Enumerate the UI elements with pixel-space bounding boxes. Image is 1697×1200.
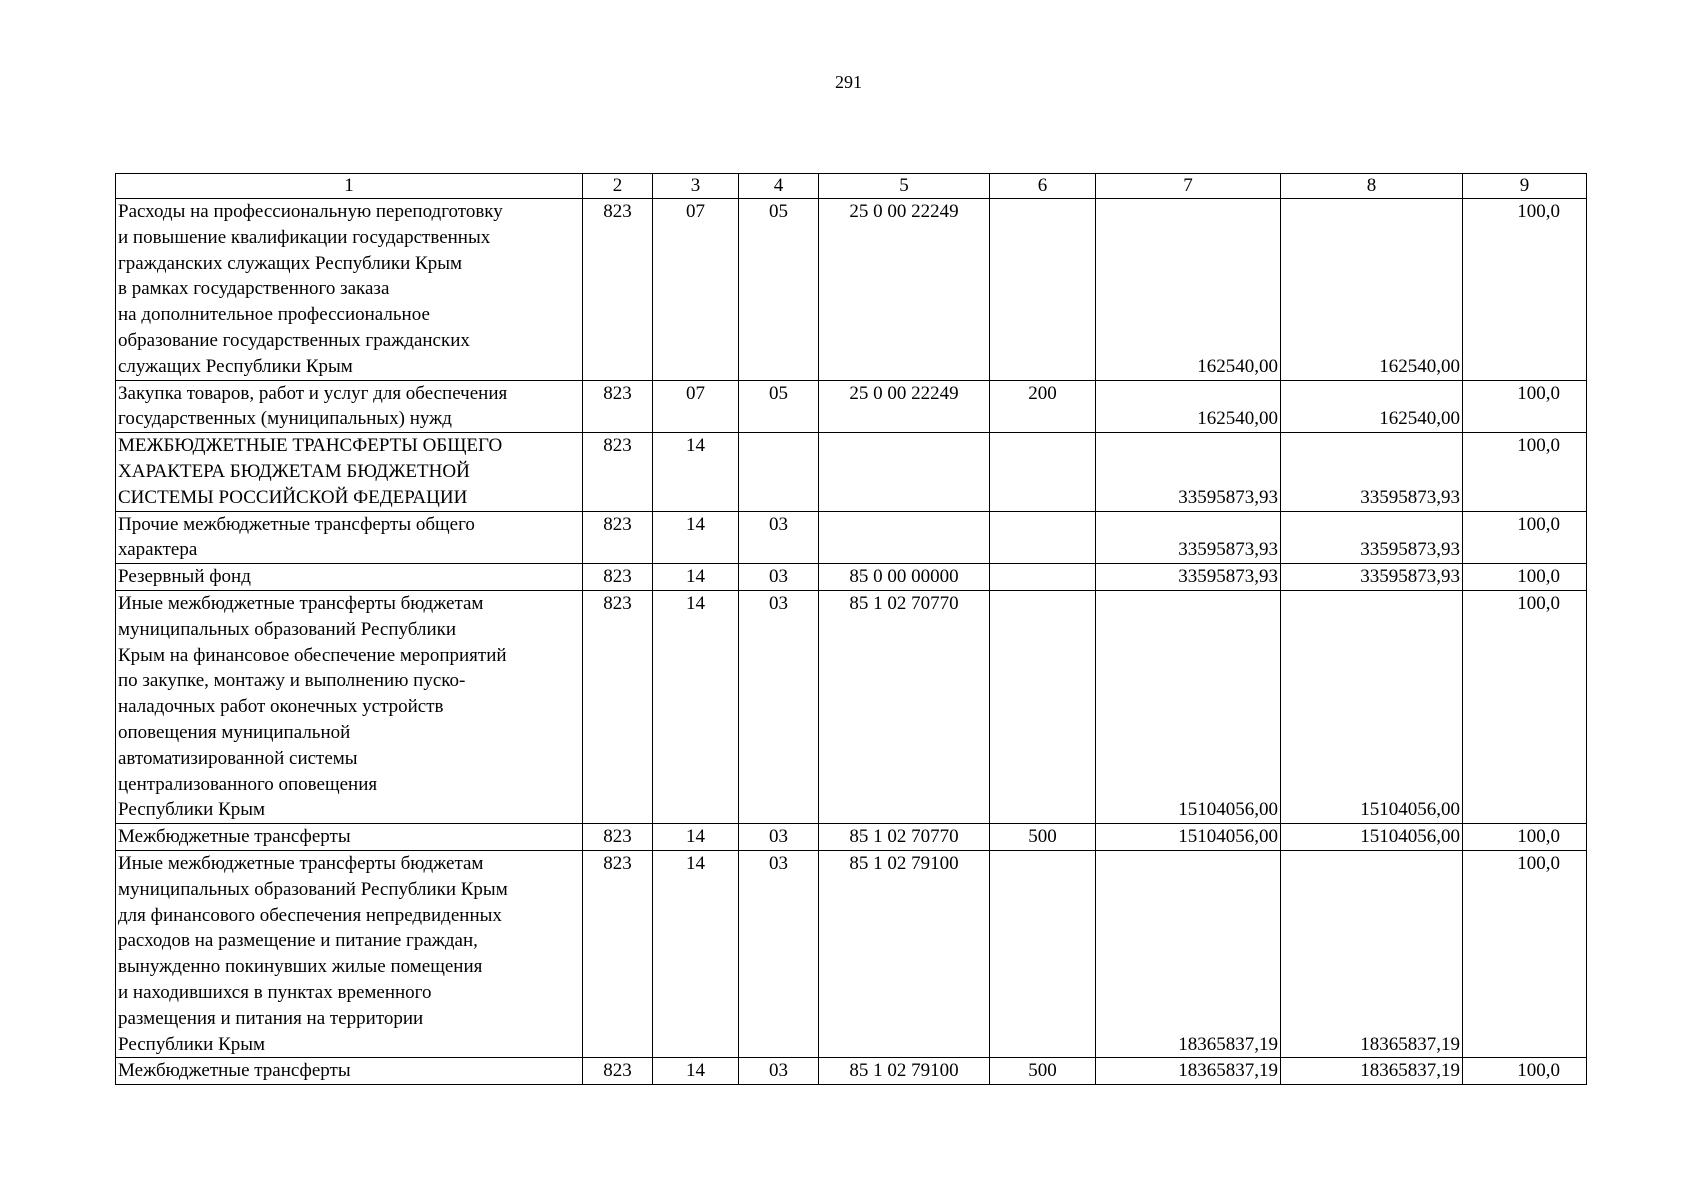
planned-amount-cell: 162540,00 bbox=[1096, 199, 1281, 381]
execution-percent-cell: 100,0 bbox=[1463, 824, 1587, 851]
section-code-cell: 14 bbox=[653, 564, 739, 591]
page-number: 291 bbox=[835, 72, 862, 92]
target-article-cell: 85 0 00 00000 bbox=[819, 564, 990, 591]
execution-percent-cell: 100,0 bbox=[1463, 199, 1587, 381]
ministry-code-cell: 823 bbox=[583, 850, 653, 1057]
subsection-code-cell: 03 bbox=[739, 590, 819, 823]
row-name-cell bbox=[116, 1058, 583, 1085]
budget-table bbox=[115, 173, 1587, 1085]
row-name-line: Закупка товаров, работ и услуг для обеспечения bbox=[118, 382, 508, 404]
ministry-code-cell: 823 bbox=[583, 511, 653, 564]
table-row bbox=[116, 433, 1587, 511]
subsection-code-cell: 03 bbox=[739, 850, 819, 1057]
row-name-cell bbox=[116, 564, 583, 591]
planned-amount-cell: 18365837,19 bbox=[1096, 850, 1281, 1057]
section-code-cell: 14 bbox=[653, 511, 739, 564]
column-header-6: 6 bbox=[990, 174, 1096, 199]
section-code-cell: 07 bbox=[653, 380, 739, 433]
planned-amount-cell: 162540,00 bbox=[1096, 380, 1281, 433]
expense-type-cell bbox=[990, 199, 1096, 381]
executed-amount-cell: 15104056,00 bbox=[1281, 590, 1463, 823]
execution-percent-cell: 100,0 bbox=[1463, 564, 1587, 591]
column-header-4: 4 bbox=[739, 174, 819, 199]
row-name-line: Крым на финансовое обеспечение мероприятий bbox=[118, 644, 507, 666]
target-article-cell bbox=[819, 511, 990, 564]
executed-amount-cell: 15104056,00 bbox=[1281, 824, 1463, 851]
column-header-5: 5 bbox=[819, 174, 990, 199]
row-name-line: муниципальных образований Республики bbox=[118, 618, 457, 640]
executed-amount-cell: 18365837,19 bbox=[1281, 1058, 1463, 1085]
planned-amount-cell: 33595873,93 bbox=[1096, 433, 1281, 511]
row-name-line: на дополнительное профессиональное bbox=[118, 304, 430, 326]
execution-percent-cell: 100,0 bbox=[1463, 433, 1587, 511]
row-name-line: централизованного оповещения bbox=[118, 773, 378, 795]
planned-amount-cell: 15104056,00 bbox=[1096, 824, 1281, 851]
expense-type-cell bbox=[990, 433, 1096, 511]
column-header-2: 2 bbox=[583, 174, 653, 199]
target-article-cell: 85 1 02 79100 bbox=[819, 1058, 990, 1085]
row-name-line: и повышение квалификации государственных bbox=[118, 226, 491, 248]
column-header-3: 3 bbox=[653, 174, 739, 199]
row-name-line: Республики Крым bbox=[118, 799, 266, 821]
row-name-line: и находившихся в пунктах временного bbox=[118, 981, 432, 1003]
expense-type-cell bbox=[990, 511, 1096, 564]
row-name-line: в рамках государственного заказа bbox=[118, 278, 390, 300]
section-code-cell: 14 bbox=[653, 590, 739, 823]
ministry-code-cell: 823 bbox=[583, 199, 653, 381]
executed-amount-cell: 33595873,93 bbox=[1281, 433, 1463, 511]
row-name-line: размещения и питания на территории bbox=[118, 1007, 424, 1029]
ministry-code-cell: 823 bbox=[583, 1058, 653, 1085]
executed-amount-cell: 33595873,93 bbox=[1281, 511, 1463, 564]
target-article-cell: 85 1 02 79100 bbox=[819, 850, 990, 1057]
row-name-line: гражданских служащих Республики Крым bbox=[118, 252, 463, 274]
ministry-code-cell: 823 bbox=[583, 433, 653, 511]
section-code-cell: 14 bbox=[653, 824, 739, 851]
row-name-line: Иные межбюджетные трансферты бюджетам bbox=[118, 852, 484, 874]
row-name-line: МЕЖБЮДЖЕТНЫЕ ТРАНСФЕРТЫ ОБЩЕГО bbox=[118, 435, 503, 457]
execution-percent-cell: 100,0 bbox=[1463, 1058, 1587, 1085]
target-article-cell: 85 1 02 70770 bbox=[819, 824, 990, 851]
ministry-code-cell: 823 bbox=[583, 564, 653, 591]
row-name-cell bbox=[116, 850, 583, 1057]
section-code-cell: 14 bbox=[653, 433, 739, 511]
column-header-9: 9 bbox=[1463, 174, 1587, 199]
table-row bbox=[116, 1058, 1587, 1085]
row-name-line: ХАРАКТЕРА БЮДЖЕТАМ БЮДЖЕТНОЙ bbox=[118, 460, 470, 482]
row-name-line: наладочных работ оконечных устройств bbox=[118, 696, 444, 718]
row-name-line: государственных (муниципальных) нужд bbox=[118, 408, 452, 430]
row-name-line: Межбюджетные трансферты bbox=[118, 1060, 351, 1082]
subsection-code-cell: 05 bbox=[739, 199, 819, 381]
table-row bbox=[116, 850, 1587, 1057]
expense-type-cell bbox=[990, 850, 1096, 1057]
subsection-code-cell: 05 bbox=[739, 380, 819, 433]
table-row bbox=[116, 824, 1587, 851]
executed-amount-cell: 162540,00 bbox=[1281, 380, 1463, 433]
column-header-7: 7 bbox=[1096, 174, 1281, 199]
row-name-line: вынужденно покинувших жилые помещения bbox=[118, 956, 483, 978]
subsection-code-cell: 03 bbox=[739, 511, 819, 564]
row-name-line: для финансового обеспечения непредвиденных bbox=[118, 904, 502, 926]
row-name-line: по закупке, монтажу и выполнению пуско- bbox=[118, 670, 466, 692]
executed-amount-cell: 162540,00 bbox=[1281, 199, 1463, 381]
table-row bbox=[116, 511, 1587, 564]
row-name-line: Расходы на профессиональную переподготовку bbox=[118, 201, 503, 222]
executed-amount-cell: 18365837,19 bbox=[1281, 850, 1463, 1057]
execution-percent-cell: 100,0 bbox=[1463, 850, 1587, 1057]
execution-percent-cell: 100,0 bbox=[1463, 511, 1587, 564]
subsection-code-cell bbox=[739, 433, 819, 511]
expense-type-cell: 200 bbox=[990, 380, 1096, 433]
expense-type-cell bbox=[990, 564, 1096, 591]
row-name-line: Республики Крым bbox=[118, 1033, 266, 1055]
row-name-cell bbox=[116, 824, 583, 851]
executed-amount-cell: 33595873,93 bbox=[1281, 564, 1463, 591]
row-name-line: СИСТЕМЫ РОССИЙСКОЙ ФЕДЕРАЦИИ bbox=[118, 486, 468, 508]
row-name-cell bbox=[116, 199, 583, 381]
row-name-cell bbox=[116, 511, 583, 564]
table-row bbox=[116, 199, 1587, 381]
planned-amount-cell: 33595873,93 bbox=[1096, 511, 1281, 564]
row-name-line: характера bbox=[118, 539, 198, 561]
section-code-cell: 14 bbox=[653, 850, 739, 1057]
row-name-line: образование государственных гражданских bbox=[118, 329, 470, 351]
row-name-line: служащих Республики Крым bbox=[118, 355, 353, 377]
target-article-cell: 85 1 02 70770 bbox=[819, 590, 990, 823]
row-name-line: Межбюджетные трансферты bbox=[118, 826, 351, 848]
target-article-cell bbox=[819, 433, 990, 511]
column-header-8: 8 bbox=[1281, 174, 1463, 199]
table-row bbox=[116, 590, 1587, 823]
section-code-cell: 07 bbox=[653, 199, 739, 381]
target-article-cell: 25 0 00 22249 bbox=[819, 199, 990, 381]
column-header-1: 1 bbox=[116, 174, 583, 199]
expense-type-cell: 500 bbox=[990, 1058, 1096, 1085]
table-row bbox=[116, 564, 1587, 591]
section-code-cell: 14 bbox=[653, 1058, 739, 1085]
row-name-cell bbox=[116, 590, 583, 823]
planned-amount-cell: 15104056,00 bbox=[1096, 590, 1281, 823]
subsection-code-cell: 03 bbox=[739, 824, 819, 851]
subsection-code-cell: 03 bbox=[739, 564, 819, 591]
expense-type-cell: 500 bbox=[990, 824, 1096, 851]
header-row bbox=[116, 174, 1587, 199]
row-name-cell bbox=[116, 433, 583, 511]
ministry-code-cell: 823 bbox=[583, 824, 653, 851]
row-name-cell bbox=[116, 380, 583, 433]
execution-percent-cell: 100,0 bbox=[1463, 590, 1587, 823]
row-name-line: расходов на размещение и питание граждан, bbox=[118, 930, 478, 952]
execution-percent-cell: 100,0 bbox=[1463, 380, 1587, 433]
row-name-line: автоматизированной системы bbox=[118, 747, 358, 769]
subsection-code-cell: 03 bbox=[739, 1058, 819, 1085]
ministry-code-cell: 823 bbox=[583, 380, 653, 433]
expense-type-cell bbox=[990, 590, 1096, 823]
planned-amount-cell: 33595873,93 bbox=[1096, 564, 1281, 591]
planned-amount-cell: 18365837,19 bbox=[1096, 1058, 1281, 1085]
ministry-code-cell: 823 bbox=[583, 590, 653, 823]
row-name-line: Резервный фонд bbox=[118, 566, 251, 588]
table-row bbox=[116, 380, 1587, 433]
row-name-line: Иные межбюджетные трансферты бюджетам bbox=[118, 592, 484, 614]
row-name-line: муниципальных образований Республики Крым bbox=[118, 878, 508, 900]
row-name-line: Прочие межбюджетные трансферты общего bbox=[118, 513, 475, 535]
row-name-line: оповещения муниципальной bbox=[118, 721, 351, 743]
table-body bbox=[116, 174, 1587, 1085]
target-article-cell: 25 0 00 22249 bbox=[819, 380, 990, 433]
